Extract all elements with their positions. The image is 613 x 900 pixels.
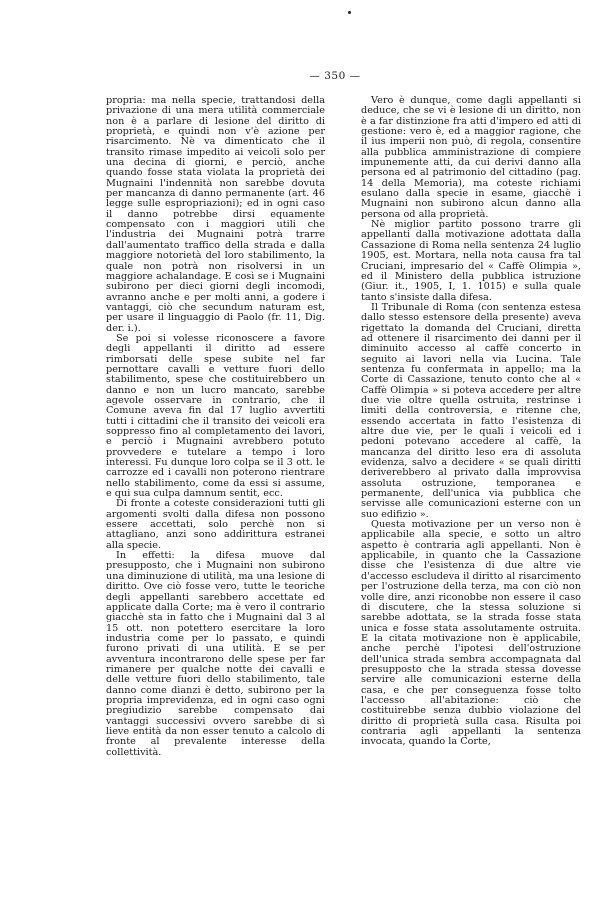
paragraph: In effetti: la difesa muove dal presupposto, che i Mugnaini non subirono una diminuzione di utilità, ma una lesione di diritto. Ove ciò fosse vero, tutte le teoriche degli appellanti sarebbero accettate ed applicate dalla Corte; ma è vero il contrario giacchè sta in fatto che i Mugnaini dal 3 al 15 ott. non potettero esercitare la loro industria come per lo passato, e quindi furono privati di una utilità. E se per avventura incontrarono delle spese per far rimanere per qualche notte dei cavalli e delle vetture fuori dello stabilimento, tale danno come dianzi è detto, subirono per la propria imprevidenza, ed in ogni caso ogni pregiudizio sarebbe compensato dai vantaggi successivi ovvero sarebbe di sì lieve entità da non esser tenuto a calcolo di fronte al prevalente interesse della collettività. <box>106 550 325 758</box>
paragraph: Se poi si volesse riconoscere a favore degli appellanti il diritto ad essere rimborsati delle spese subite nel far pernottare cavalli e vetture fuori dello stabilimento, spese che costituirebbero un danno e non un lucro mancato, sarebbe agevole osservare in contrario, che il Comune aveva fin dal 17 luglio avvertiti tutti i cittadini che il transito dei veicoli era soppresso fino al completamento dei lavori, e perciò i Mugnaini avrebbero potuto provvedere e tutelare a tempo i loro interessi. Fu dunque loro colpa se il 3 ott. le carrozze ed i cavalli non poterono rientrare nello stabilimento, come da essi si assume, e qui sua culpa damnum sentit, ecc. <box>106 332 325 500</box>
paragraph: Il Tribunale di Roma (con sentenza estesa dallo stesso estensore della presente) aveva rigettato la domanda del Cruciani, diretta ad ottenere il risarcimento dei danni per il diminuito accesso al caffè concerto in seguito ai lavori nella via Lucina. Tale sentenza fu confermata in appello; ma la Corte di Cassazione, tenuto conto che al « Caffè Olimpia » si poteva accedere per altre due vie oltre quella ostruita, restrinse i limiti della controversia, e ritenne che, essendo accertata in fatto l'esistenza di altre due vie, per le quali i veicoli ed i pedoni potevano accedere al caffè, la mancanza del diritto leso era di assoluta evidenza, salvo a decidere « se quali diritti deriverebbero al privato dalla improvvisa assoluta ostruzione, temporanea e permanente, dell'unica via pubblica che servisse alle comunicazioni esterne con un suo edifizio ». <box>361 301 581 520</box>
paragraph: propria: ma nella specie, trattandosi della privazione di una mera utilità commerciale non è a parlare di lesione del diritto di proprietà, e quindi non v'è azione per risarcimento. Nè va dimenticato che il transito rimase impedito ai veicoli solo per una decina di giorni, e perciò, anche quando fosse stata violata la proprietà dei Mugnaini l'indennità non sarebbe dovuta per mancanza di danno permanente (art. 46 legge sulle espropriazioni); ed in ogni caso il danno potrebbe dirsi equamente compensato con i maggiori utili che l'industria dei Mugnaini potrà trarre dall'aumentato traffico della strada e dalla maggiore notorietà del loro stabilimento, la quale non potrà non risolversi in un maggiore achalandage. E così se i Mugnaini subirono per dieci giorni degli incomodi, avranno anche e per molti anni, a godere i vantaggi, ciò che secundum naturam est, per usare il linguaggio di Paolo (fr. 11, Dig. der. i.). <box>106 95 325 334</box>
paragraph: Questa motivazione per un verso non è applicabile alla specie, e sotto un altro aspetto è contraria agli appellanti. Non è applicabile, in quanto che la Cassazione disse che l'esistenza di due altre vie d'accesso escludeva il diritto al risarcimento per l'ostruzione della terza, ma con ciò non volle dire, anzi riconobbe non essere il caso di discutere, che la stessa soluzione si sarebbe adottata, se la strada fosse stata unica e fosse stata assolutamente ostruita. E la citata motivazione non è applicabile, anche perchè l'ipotesi dell'ostruzione dell'unica strada sembra accompagnata dal presupposto che la strada stessa dovesse servire alle comunicazioni esterne della casa, e che per conseguenza fosse tolto l'accesso all'abitazione: ciò che costituirebbe senza dubbio violazione del diritto di proprietà sulla casa. Risulta poi contraria agli appellanti la sentenza invocata, quando la Corte, <box>361 519 581 748</box>
right-column <box>361 96 581 748</box>
ink-speck <box>348 11 351 14</box>
paragraph: Di fronte a coteste considerazioni tutti gli argomenti svolti dalla difesa non possono essere accettati, solo perchè non si attagliano, anzi sono addirittura estranei alla specie. <box>106 498 325 551</box>
left-column <box>106 96 325 758</box>
page-number: — 350 — <box>309 70 361 82</box>
paragraph: Vero è dunque, come dagli appellanti si deduce, che se vi è lesione di un diritto, non è a far distinzione fra atti d'impero ed atti di gestione: vero è, ed a maggior ragione, che il ius imperii non può, di regola, consentire alla pubblica amministrazione di compiere impunemente atti, da cui derivi danno alla persona ed al patrimonio del cittadino (pag. 14 della Memoria), ma coteste richiami esulano dalla specie in esame, giacchè i Mugnaini non subirono alcun danno alla persona od alla proprietà. <box>361 95 581 220</box>
paragraph: Nè miglior partito possono trarre gli appellanti dalla motivazione adottata dalla Cassazione di Roma nella sentenza 24 luglio 1905, est. Mortara, nella nota causa fra tal Cruciani, impresario del « Caffè Olimpia », ed il Ministero della pubblica istruzione (Giur. it., 1905, I, 1. 1015) e sulla quale tanto s'insiste dalla difesa. <box>361 219 581 303</box>
